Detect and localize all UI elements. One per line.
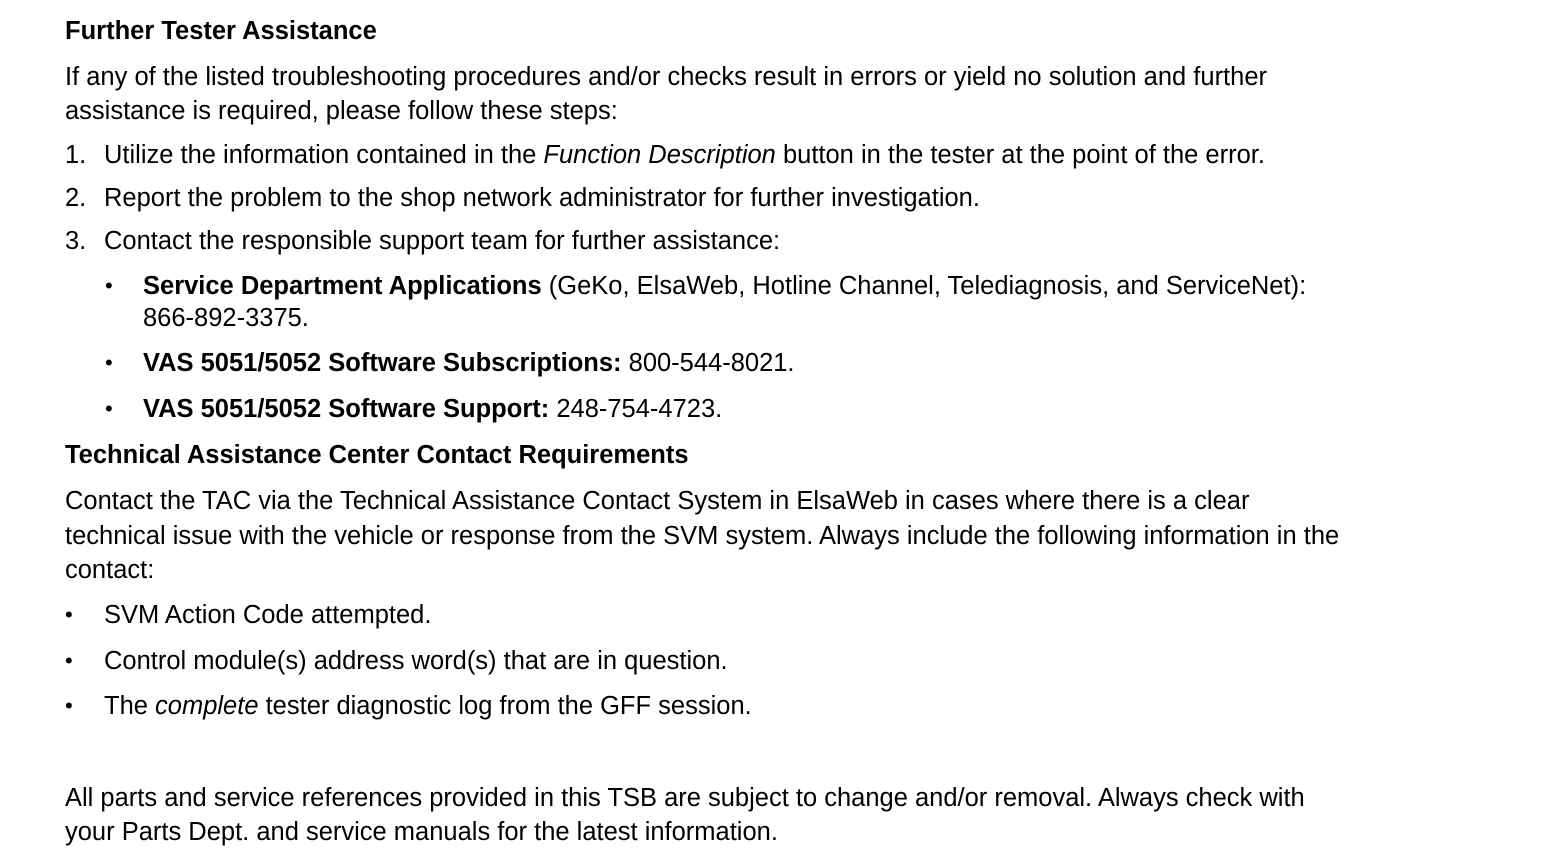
requirement-text: SVM Action Code attempted. [104, 601, 432, 629]
step-text: Contact the responsible support team for further assistance: [104, 227, 781, 255]
document-page [65, 0, 1545, 864]
section-heading-tac-contact-requirements: Technical Assistance Center Contact Requirements [65, 441, 689, 469]
footer-disclaimer-line1: All parts and service references provided in this TSB are subject to change and/or removal. Always check with [65, 784, 1305, 812]
function-description-term: Function Description [543, 141, 776, 169]
requirement-text: The complete tester diagnostic log from the GFF session. [104, 692, 752, 720]
bullet-glyph: • [105, 396, 113, 421]
bullet-glyph: • [65, 693, 73, 718]
contact-phone: 866-892-3375. [143, 304, 309, 332]
step-text: Report the problem to the shop network administrator for further investigation. [104, 184, 980, 212]
bullet-glyph: • [105, 273, 113, 298]
bullet-glyph: • [65, 648, 73, 673]
section2-intro-line2: technical issue with the vehicle or response from the SVM system. Always include the following information in the [65, 522, 1340, 550]
requirement-text: Control module(s) address word(s) that are in question. [104, 647, 728, 675]
footer-disclaimer-line2: your Parts Dept. and service manuals for the latest information. [65, 818, 778, 846]
step-number: 3. [65, 227, 87, 255]
contact-text: Service Department Applications (GeKo, ElsaWeb, Hotline Channel, Telediagnosis, and ServiceNet): [143, 272, 1307, 300]
section-heading-further-tester-assistance: Further Tester Assistance [65, 17, 377, 45]
section2-intro-line3: contact: [65, 556, 155, 584]
step-number: 2. [65, 184, 87, 212]
bullet-glyph: • [105, 350, 113, 375]
section1-intro-line2: assistance is required, please follow these steps: [65, 97, 618, 125]
section1-intro-line1: If any of the listed troubleshooting procedures and/or checks result in errors or yield no solution and further [65, 63, 1267, 91]
step-number: 1. [65, 141, 87, 169]
contact-text: VAS 5051/5052 Software Support: 248-754-4723. [143, 395, 723, 423]
complete-emphasis: complete [155, 692, 259, 720]
section2-intro-line1: Contact the TAC via the Technical Assistance Contact System in ElsaWeb in cases where there is a clear [65, 487, 1250, 515]
step-text: Utilize the information contained in the Function Description button in the tester at the point of the error. [104, 141, 1265, 169]
contact-text: VAS 5051/5052 Software Subscriptions: 800-544-8021. [143, 349, 795, 377]
bullet-glyph: • [65, 602, 73, 627]
